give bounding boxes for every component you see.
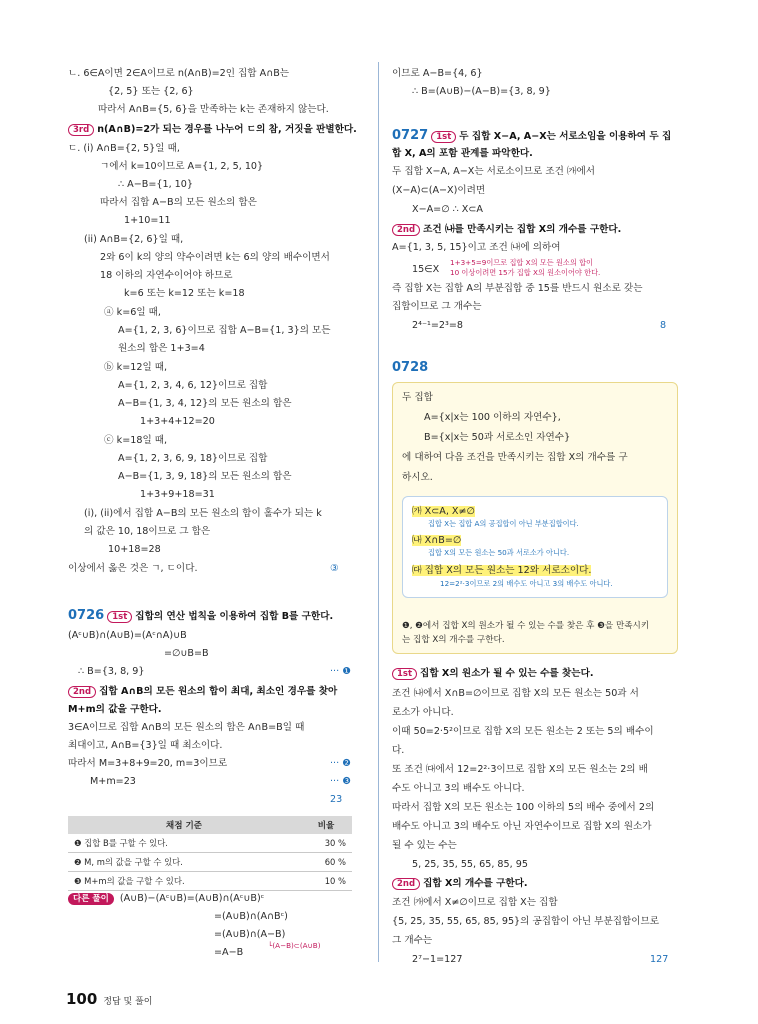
text-line: 합 X, A의 포함 관계를 파악한다. [392,148,533,159]
problem-0728-header [392,362,428,375]
text-line: M+m=23 [90,776,136,787]
text-line: =∅∪B=B [164,648,209,659]
text-line: (i), (ii)에서 집합 A−B의 모든 원소의 합이 홀수가 되는 k [84,508,322,519]
hint-text: ❶, ❷에서 집합 X의 원소가 될 수 있는 수를 찾은 후 ❸을 만족시키 [402,621,650,631]
text-line: k=6 또는 k=12 또는 k=18 [124,288,245,299]
text-line: 다. [392,745,405,756]
text-line: X−A=∅ ∴ X⊂A [412,204,483,215]
text-line: 또 조건 ㈐에서 12=2²·3이므로 집합 X의 모든 원소는 2의 배 [392,764,648,775]
footer-label: 정답 및 풀이 [103,997,153,1007]
text-line: ∴ A−B={1, 10} [118,179,193,190]
text-line: 2와 6이 k의 양의 약수이려면 k는 6의 양의 배수이면서 [100,252,330,263]
text-line: 로소가 아니다. [392,707,454,718]
text-line: A={1, 2, 3, 6, 9, 18}이므로 집합 [118,453,268,464]
problem-number: 0728 [392,360,429,375]
table-cell: ❸ M+m의 값을 구할 수 있다. [68,872,300,891]
table-row [68,853,352,872]
answer-badge: 23 [330,794,343,805]
problem-number: 0726 [68,608,105,623]
margin-note: 10 이상이려면 15가 집합 X의 원소이어야 한다. [450,268,601,277]
step-tag-1st: 1st [107,611,132,623]
condition-note: 집합 X는 집합 A의 공집합이 아닌 부분집합이다. [428,519,579,528]
text-line: 이므로 A−B={4, 6} [392,68,483,79]
text-line: 즉 집합 X는 집합 A의 부분집합 중 15를 반드시 원소로 갖는 [392,283,643,294]
text-line: 따라서 집합 X의 모든 원소는 100 이하의 5의 배수 중에서 2의 [392,802,655,813]
text-line: 1+3+4+12=20 [140,416,215,427]
alt-solution-tag: 다른 풀이 [68,893,114,905]
table-row [68,872,352,891]
step-header-2nd: 2nd 집합 A∩B의 모든 원소의 합이 최대, 최소인 경우를 찾아 [68,686,337,698]
step-marker: ··· ❶ [330,666,351,677]
text-line: 이때 50=2·5²이므로 집합 X의 모든 원소는 2 또는 5의 배수이 [392,726,654,737]
margin-note: 1+3+5=9이므로 집합 X의 모든 원소의 합이 [450,258,593,267]
text-line: A={1, 3, 5, 15}이고 조건 ㈏에 의하여 [392,242,561,253]
grading-table [68,816,352,891]
text-line: 집합이므로 그 개수는 [392,301,482,312]
text-line: (Aᶜ∪B)∩(A∪B)=(Aᶜ∩A)∪B [68,630,187,641]
table-cell: 10 % [300,872,352,891]
text-line: ⓒ k=18일 때, [104,435,168,446]
step-tag-1st: 1st [431,131,456,143]
text-line: A={1, 2, 3, 6}이므로 집합 A−B={1, 3}의 모든 [118,325,331,336]
text-line: A−B={1, 3, 9, 18}의 모든 원소의 합은 [118,471,292,482]
problem-text: B={x|x는 50과 서로소인 자연수} [424,432,571,443]
text-line: 15∈X [412,264,440,275]
text-line: 원소의 합은 1+3=4 [118,343,205,354]
answer-badge: ③ [330,563,339,574]
step-header-2nd: 2nd 조건 ㈏를 만족시키는 집합 X의 개수를 구한다. [392,224,621,236]
table-cell: 60 % [300,853,352,872]
text-line: ∴ B={3, 8, 9} [78,666,145,677]
text-line: 2⁷−1=127 [412,954,463,965]
answer-badge: 127 [650,954,669,965]
condition-note: 12=2²·3이므로 2의 배수도 아니고 3의 배수도 아니다. [440,579,613,588]
text-line: 조건 ㈎에서 X≠∅이므로 집합 X는 집합 [392,897,558,908]
text-line: 따라서 M=3+8+9=20, m=3이므로 [68,758,228,769]
text-line: A={1, 2, 3, 4, 6, 12}이므로 집합 [118,380,268,391]
text-line: 3∈A이므로 집합 A∩B의 모든 원소의 합은 A∩B=B일 때 [68,722,305,733]
column-divider [378,62,379,962]
text-line: 5, 25, 35, 55, 65, 85, 95 [412,859,528,870]
table-row [68,834,352,853]
text-line: 배수도 아니고 3의 배수도 아닌 자연수이므로 집합 X의 원소가 [392,821,652,832]
step-header-3rd: 3rd n(A∩B)=2가 되는 경우를 나누어 ㄷ의 참, 거짓을 판별한다. [68,124,357,136]
text-line: (ii) A∩B={2, 6}일 때, [84,234,184,245]
step-header-2nd: 2nd 집합 X의 개수를 구한다. [392,878,528,890]
condition-3: ㈐ 집합 X의 모든 원소는 12와 서로소이다. [412,565,592,576]
text-line: 1+3+9+18=31 [140,489,215,500]
text-line: {2, 5} 또는 {2, 6} [108,86,194,97]
text-line: 조건 ㈏에서 X∩B=∅이므로 집합 X의 모든 원소는 50과 서 [392,688,639,699]
text-line: =(A∪B)∩(A∩Bᶜ) [214,911,288,922]
step-marker: ··· ❷ [330,758,351,769]
page-footer [66,990,153,1008]
text-line: =(A∪B)∩(A−B) [214,929,286,940]
text-line: 이상에서 옳은 것은 ㄱ, ㄷ이다. [68,563,198,574]
text-line: (X−A)⊂(A−X)이려면 [392,185,486,196]
text-line: 1+10=11 [124,215,171,226]
text-line: =A−B [214,947,244,958]
problem-text: A={x|x는 100 이하의 자연수}, [424,412,561,423]
text-line: ㄱ에서 k=10이므로 A={1, 2, 5, 10} [100,161,264,172]
condition-note: 집합 X의 모든 원소는 50과 서로소가 아니다. [428,548,570,557]
step-header-1st: 1st 집합 X의 원소가 될 수 있는 수를 찾는다. [392,668,593,680]
step-tag-2nd: 2nd [68,686,96,698]
text-line: ㄴ. 6∈A이면 2∈A이므로 n(A∩B)=2인 집합 A∩B는 [68,68,290,79]
text-line: ∴ B=(A∪B)−(A−B)={3, 8, 9} [412,86,551,97]
text-line: 10+18=28 [108,544,161,555]
step-tag-3rd: 3rd [68,124,94,136]
text-line: ⓐ k=6일 때, [104,307,161,318]
step-tag-2nd: 2nd [392,224,420,236]
step-tag-1st: 1st [392,668,417,680]
text-line: ㄷ. (i) A∩B={2, 5}일 때, [68,143,180,154]
text-line: 의 값은 10, 18이므로 그 합은 [84,526,211,537]
problem-text: 에 대하여 다음 조건을 만족시키는 집합 X의 개수를 구 [402,452,628,463]
alt-solution: 다른 풀이 (A∪B)−(Aᶜ∪B)=(A∪B)∩(Aᶜ∪B)ᶜ [68,893,264,905]
text-line: 수도 아니고 3의 배수도 아니다. [392,783,525,794]
condition-1: ㈎ X⊂A, X≠∅ [412,506,475,517]
problem-0727-header: 0727 1st 두 집합 X−A, A−X는 서로소임을 이용하여 두 집 [392,128,672,143]
text-line: 두 집합 X−A, A−X는 서로소이므로 조건 ㈎에서 [392,166,596,177]
text-line: ⓑ k=12일 때, [104,362,168,373]
text-line: 따라서 A∩B={5, 6}을 만족하는 k는 존재하지 않는다. [98,104,329,115]
problem-number: 0727 [392,128,429,143]
text-line: 최대이고, A∩B={3}일 때 최소이다. [68,740,223,751]
step-marker: ··· ❸ [330,776,351,787]
text-line: 그 개수는 [392,935,433,946]
text-line: 2⁴⁻¹=2³=8 [412,320,463,331]
text-line: 될 수 있는 수는 [392,840,457,851]
text-line: {5, 25, 35, 55, 65, 85, 95}의 공집합이 아닌 부분집합이므로 [392,916,660,927]
condition-2: ㈏ X∩B=∅ [412,535,462,546]
problem-text: 하시오. [402,472,433,483]
hint-text: 는 집합 X의 개수를 구한다. [402,635,505,645]
text-line: M+m의 값을 구한다. [68,704,162,715]
page-number: 100 [66,990,98,1008]
table-cell: ❶ 집합 B를 구할 수 있다. [68,834,300,853]
table-cell: ❷ M, m의 값을 구할 수 있다. [68,853,300,872]
problem-0726-header: 0726 1st 집합의 연산 법칙을 이용하여 집합 B를 구한다. [68,608,334,623]
text-line: 따라서 집합 A−B의 모든 원소의 합은 [100,197,257,208]
answer-badge: 8 [660,320,667,331]
step-tag-2nd: 2nd [392,878,420,890]
problem-text: 두 집합 [402,392,433,403]
margin-note: └(A−B)⊂(A∪B) [268,941,321,950]
table-header: 채점 기준 [68,816,300,834]
table-header: 비율 [300,816,352,834]
table-cell: 30 % [300,834,352,853]
text-line: A−B={1, 3, 4, 12}의 모든 원소의 합은 [118,398,292,409]
text-line: 18 이하의 자연수이어야 하므로 [100,270,233,281]
